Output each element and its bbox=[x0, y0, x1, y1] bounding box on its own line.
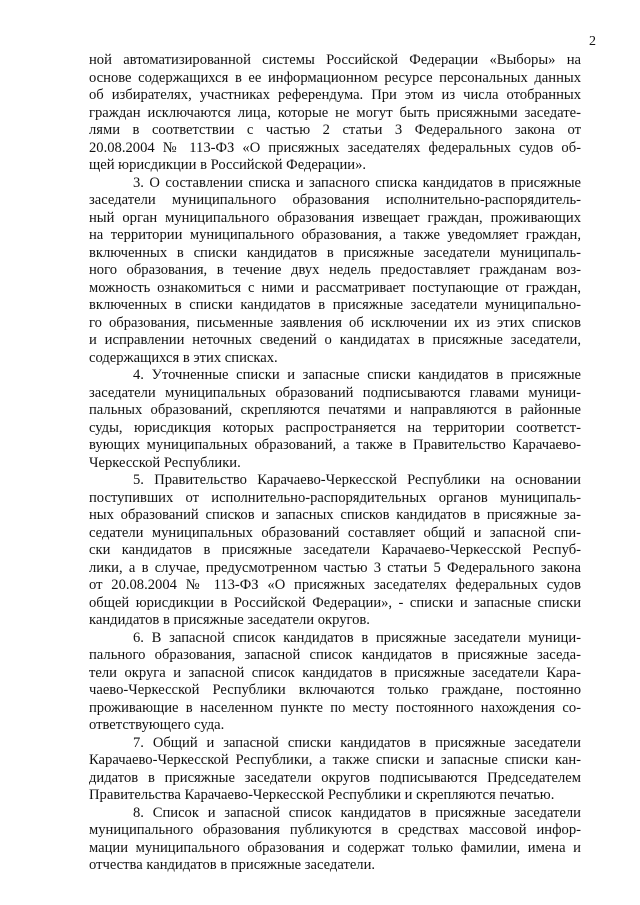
text-line: кандидатов в присяжные заседатели округов. bbox=[89, 612, 370, 628]
text-line: Правительства Карачаево-Черкесской Республики и скрепляются печатью. bbox=[89, 787, 555, 803]
text-line: проживающие в населенном пункте по месту постоянного нахождения со- bbox=[89, 699, 581, 716]
text-line: можность ознакомиться с ними и рассматривает поступающие от граждан, bbox=[89, 279, 581, 296]
text-line: об избирателях, участниках референдума. При этом из числа отобранных bbox=[89, 87, 581, 103]
page-number: 2 bbox=[589, 34, 596, 49]
text-line: ной автоматизированной системы Российской Федерации «Выборы» на bbox=[89, 52, 581, 68]
text-line: го образования, письменные заявления об исключении их из этих списков bbox=[89, 314, 581, 331]
text-line: ски кандидатов в присяжные заседатели Карачаево-Черкесской Респуб- bbox=[89, 542, 581, 558]
text-line: муниципального образования публикуются в средствах массовой инфор- bbox=[89, 822, 581, 838]
text-line: 20.08.2004 № 113-ФЗ «О присяжных заседателях федеральных судов об- bbox=[89, 139, 581, 156]
text-line: тели округа и запасной список кандидатов в присяжные заседатели Кара- bbox=[89, 664, 581, 681]
text-line: Черкесской Республики. bbox=[89, 454, 241, 471]
text-line: заседатели муниципального образования исполнительно-распорядитель- bbox=[89, 192, 581, 208]
text-line: основе содержащихся в ее информационном ресурсе персональных данных bbox=[89, 69, 581, 86]
text-line: пального образования, запасной список кандидатов в присяжные заседа- bbox=[89, 647, 581, 663]
text-line: вующих муниципальных образований, а также в Правительство Карачаево- bbox=[89, 437, 581, 453]
text-line: седатели муниципальных образований составляет общий и запасной спи- bbox=[89, 524, 581, 541]
text-line: 3. О составлении списка и запасного списка кандидатов в присяжные bbox=[133, 174, 581, 191]
text-line: мации муниципального образования и содержат только фамилии, имена и bbox=[89, 839, 581, 856]
text-line: дидатов в присяжные заседатели округов подписываются Председателем bbox=[89, 769, 581, 786]
text-line: лики, а в случае, предусмотренном частью 3 статьи 5 Федерального закона bbox=[89, 559, 581, 576]
text-line: Карачаево-Черкесской Республики, а также списки и запасные списки кан- bbox=[89, 752, 581, 768]
text-line: включенных в списки кандидатов в присяжные заседатели муниципально- bbox=[89, 297, 581, 313]
text-line: заседатели муниципальных образований подписываются главами муници- bbox=[89, 384, 581, 401]
text-line: ных образований списков и запасных списков кандидатов в присяжные за- bbox=[89, 507, 581, 523]
text-line: граждан исключаются лица, которые не могут быть присяжными заседате- bbox=[89, 104, 581, 121]
text-line: 8. Список и запасной список кандидатов в присяжные заседатели bbox=[133, 804, 581, 821]
text-line: суды, юрисдикция которых распространяется на территории соответст- bbox=[89, 419, 581, 436]
text-line: 4. Уточненные списки и запасные списки кандидатов в присяжные bbox=[133, 367, 581, 383]
text-line: 5. Правительство Карачаево-Черкесской Республики на основании bbox=[133, 472, 581, 488]
text-line: лями в соответствии с частью 2 статьи 3 Федерального закона от bbox=[89, 122, 581, 138]
document-body bbox=[89, 52, 581, 875]
text-line: пальных образований, скрепляются печатями и направляются в районные bbox=[89, 402, 581, 418]
text-line: включенных в списки кандидатов в присяжные заседатели муниципаль- bbox=[89, 244, 581, 261]
text-line: ответствующего суда. bbox=[89, 717, 225, 733]
text-line: от 20.08.2004 № 113-ФЗ «О присяжных заседателях федеральных судов bbox=[89, 577, 581, 593]
text-line: общей юрисдикции в Российской Федерации», - списки и запасные списки bbox=[89, 594, 581, 611]
text-line: 7. Общий и запасной списки кандидатов в присяжные заседатели bbox=[133, 734, 581, 751]
text-line: чаево-Черкесской Республики включаются только граждане, постоянно bbox=[89, 682, 581, 698]
text-line: содержащихся в этих списках. bbox=[89, 349, 278, 366]
text-line: и исправлении неточных сведений о кандидатах в присяжные заседатели, bbox=[89, 332, 581, 348]
text-line: ный орган муниципального образования извещает граждан, проживающих bbox=[89, 209, 581, 226]
text-line: щей юрисдикции в Российской Федерации». bbox=[89, 157, 367, 173]
text-line: 6. В запасной список кандидатов в присяжные заседатели муници- bbox=[133, 629, 581, 646]
text-line: отчества кандидатов в присяжные заседатели. bbox=[89, 857, 376, 873]
text-line: ного образования, в течение двух недель предоставляет гражданам воз- bbox=[89, 262, 581, 278]
text-line: на территории муниципального образования, а также уведомляет граждан, bbox=[89, 227, 581, 243]
text-line: поступивших от исполнительно-распорядительных органов муниципаль- bbox=[89, 489, 581, 506]
